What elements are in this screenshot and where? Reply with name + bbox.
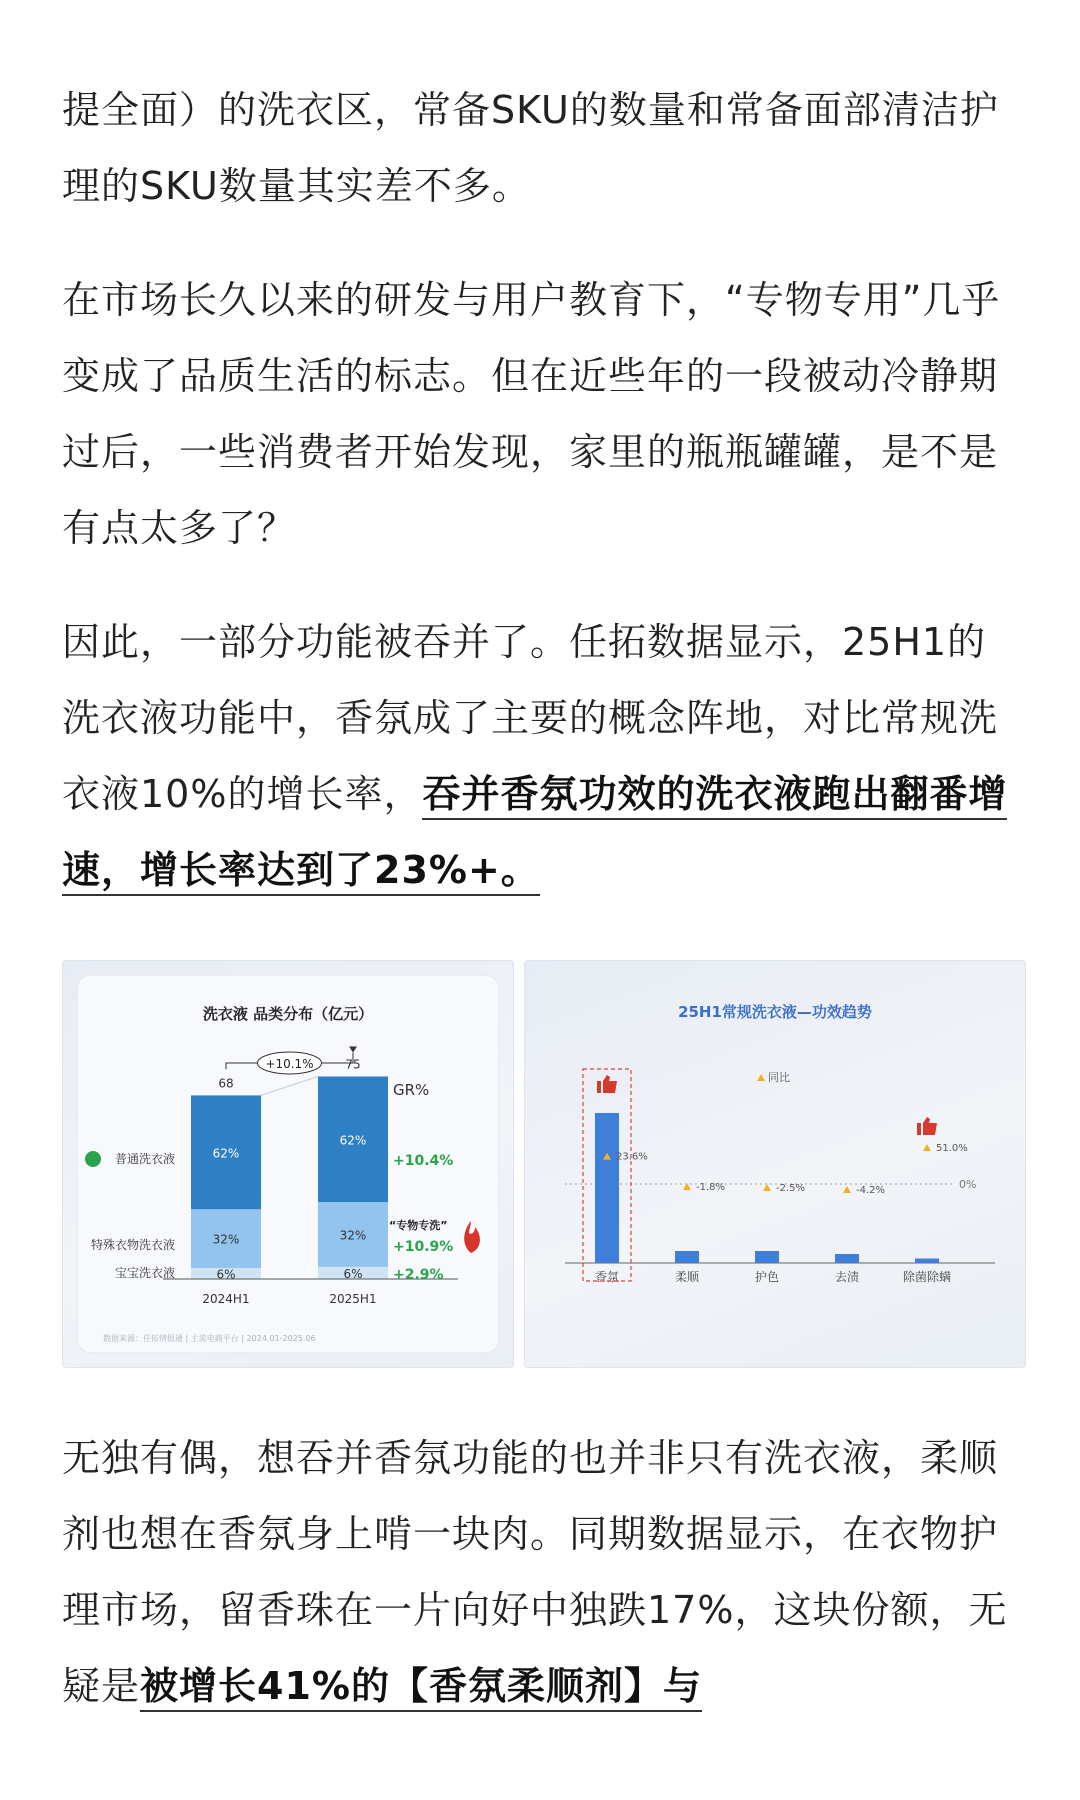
article-paragraph-1 <box>62 72 1024 224</box>
efficacy-bar <box>755 1251 779 1263</box>
yoy-label: 23.6% <box>616 1151 648 1163</box>
x-tick-label: 2024H1 <box>202 1292 250 1306</box>
gr-value: +10.9% <box>393 1239 454 1255</box>
paragraph-plain: 因此，一部分功能被吞并了。任拓数据显示，25H1的洗衣液功能中，香氛成了主要的概念阵地，对比常规洗衣液10%的增长率， <box>62 620 999 816</box>
highlighted-text: 吞并香氛功效的洗衣液跑出翻番增速，增长率达到了23%+。 <box>62 772 1007 896</box>
segment-label: 62% <box>212 1146 240 1161</box>
yoy-label: -2.5% <box>776 1183 806 1194</box>
series-label: 普通洗衣液 <box>114 1152 175 1166</box>
efficacy-bar <box>915 1259 939 1264</box>
legend-marker <box>757 1074 765 1081</box>
legend-label: 同比 <box>768 1071 790 1084</box>
chart-title: 洗衣液 品类分布（亿元） <box>202 1005 374 1023</box>
x-tick-label: 柔顺 <box>674 1270 700 1284</box>
category-distribution-chart <box>62 960 514 1368</box>
yoy-marker <box>763 1184 771 1191</box>
efficacy-bar <box>835 1254 859 1263</box>
x-tick-label: 护色 <box>754 1270 780 1284</box>
gr-value: +10.4% <box>393 1153 454 1169</box>
segment-label: 32% <box>339 1228 367 1243</box>
series-label: 宝宝洗衣液 <box>114 1266 175 1280</box>
article-paragraph-3 <box>62 604 1024 908</box>
efficacy-bar <box>595 1113 619 1263</box>
x-tick-label: 除菌除螨 <box>902 1270 952 1284</box>
highlighted-text: 被增长41%的【香氛柔顺剂】与 <box>140 1664 702 1712</box>
paragraph-text: 提全面）的洗衣区，常备SKU的数量和常备面部清洁护理的SKU数量其实差不多。 <box>62 88 999 208</box>
x-tick-label: 2025H1 <box>329 1292 377 1306</box>
yoy-marker <box>843 1186 851 1193</box>
x-tick-label: 香氛 <box>594 1270 620 1284</box>
yoy-label: -4.2% <box>856 1185 886 1197</box>
segment-label: 6% <box>343 1266 363 1281</box>
paragraph-text <box>62 1420 1024 1724</box>
segment-label: 32% <box>212 1232 240 1247</box>
segment-label: 6% <box>216 1267 236 1282</box>
x-tick-label: 去渍 <box>834 1270 860 1284</box>
yoy-label: 51.0% <box>936 1143 968 1154</box>
yoy-label: -1.8% <box>696 1182 726 1194</box>
thumbs-up-icon <box>917 1117 937 1135</box>
efficacy-trend-chart <box>524 960 1026 1368</box>
total-label: 68 <box>218 1076 234 1091</box>
segment-label: 62% <box>339 1133 367 1148</box>
efficacy-bar <box>675 1251 699 1263</box>
growth-label: +10.1% <box>265 1057 314 1071</box>
efficacy-trend-svg <box>525 961 1025 1367</box>
article-paragraph-2 <box>62 262 1024 566</box>
source-note: 数据来源：任拓情报通 | 主流电商平台 | 2024.01-2025.06 <box>103 1334 316 1343</box>
category-distribution-svg <box>63 961 513 1367</box>
paragraph-plain: 无独有偶，想吞并香氛功能的也并非只有洗衣液，柔顺剂也想在香氛身上啃一块肉。同期数据显示，在衣物护理市场，留香珠在一片向好中独跌17%，这块份额，无疑是 <box>62 1436 1008 1708</box>
yoy-marker <box>683 1183 691 1190</box>
paragraph-text: 在市场长久以来的研发与用户教育下，“专物专用”几乎变成了品质生活的标志。但在近些年的一段被动冷静期过后，一些消费者开始发现，家里的瓶瓶罐罐，是不是有点太多了？ <box>62 278 1001 550</box>
gr-header: GR% <box>393 1081 430 1099</box>
article-paragraph-4 <box>62 1420 1024 1724</box>
chart-images-row <box>62 960 1024 1366</box>
total-label: 75 <box>345 1057 361 1072</box>
thumbs-up-icon <box>597 1075 617 1093</box>
paragraph-text <box>62 604 1024 908</box>
gr-value: +2.9% <box>393 1267 444 1283</box>
callout-label: “专物专洗” <box>389 1219 448 1232</box>
series-label: 特殊衣物洗衣液 <box>90 1238 175 1252</box>
brand-circle-icon <box>85 1151 101 1167</box>
chart-title: 25H1常规洗衣液—功效趋势 <box>678 1003 872 1021</box>
zero-label: 0% <box>959 1178 977 1191</box>
yoy-marker <box>923 1144 931 1151</box>
